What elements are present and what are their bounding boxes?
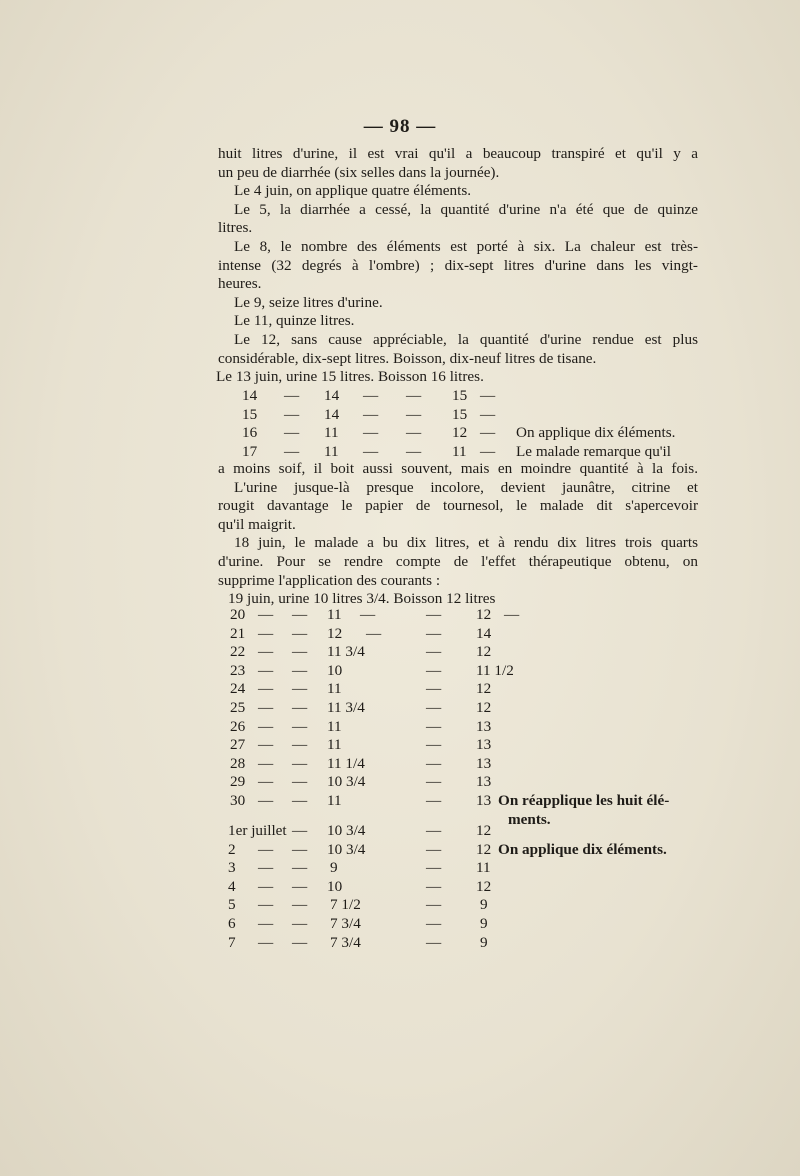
table-row: 7 — — 7 3/4 — 9: [228, 933, 488, 951]
text-line: qu'il maigrit.: [218, 515, 296, 533]
table-note: On réapplique les huit élé-: [498, 791, 670, 809]
table-row: 16 — 11 — — 12 — On applique dix éléments.: [242, 424, 676, 442]
table-row: 27 — — 11 — 13: [230, 736, 492, 754]
text-line: heures.: [218, 275, 262, 293]
text-line: 19 juin, urine 10 litres 3/4. Boisson 12 litres: [228, 590, 496, 608]
table-row: 1er juillet — 10 3/4 — 12: [228, 822, 492, 839]
table-row: 22 — — 11 3/4 — 12: [230, 643, 492, 661]
page-number: — 98 —: [363, 116, 437, 137]
text-line: huit litres d'urine, il est vrai qu'il a beaucoup transpiré et qu'il y a: [218, 145, 698, 162]
paragraph-block-2: [218, 460, 698, 609]
diuresis-table-3: [218, 822, 698, 952]
text-line: Le 9, seize litres d'urine.: [234, 293, 383, 311]
diuresis-table-2: [218, 606, 698, 829]
text-line: Le 12, sans cause appréciable, la quantité d'urine rendue est plus: [234, 330, 698, 348]
text-line: Le 5, la diarrhée a cessé, la quantité d'urine n'a été que de quinze: [234, 200, 698, 218]
text-line: Le 8, le nombre des éléments est porté à six. La chaleur est très-: [234, 237, 698, 255]
diuresis-table-1: [218, 387, 698, 461]
text-line: L'urine jusque-là presque incolore, devient jaunâtre, citrine et: [234, 478, 698, 496]
table-note: On applique dix éléments.: [498, 840, 667, 858]
table-row: 30 — — 11 — 13 On réapplique les huit élé-: [230, 791, 670, 809]
table-row: 28 — — 11 1/4 — 13: [230, 754, 492, 772]
table-row: 2 — — 10 3/4 — 12 On applique dix éléments.: [228, 840, 667, 858]
text-line: litres.: [218, 219, 253, 237]
table-row: 17 — 11 — — 11 — Le malade remarque qu'il: [242, 442, 671, 460]
table-row: 15 — 14 — — 15 —: [242, 405, 496, 423]
table-row: 20 — — 11 — — 12 —: [230, 606, 520, 623]
text-line: rougit davantage le papier de tournesol, le malade dit s'apercevoir: [218, 497, 698, 515]
text-line: considérable, dix-sept litres. Boisson, dix-neuf litres de tisane.: [218, 349, 597, 367]
text-line: un peu de diarrhée (six selles dans la journée).: [218, 163, 500, 181]
text-line: d'urine. Pour se rendre compte de l'effet thérapeutique obtenu, on: [218, 552, 698, 570]
table-row: 23 — — 10 — 11 1/2: [230, 661, 514, 679]
paragraph-block-1: [218, 145, 698, 387]
table-row: 14 — 14 — — 15 —: [242, 387, 496, 404]
table-row: 26 — — 11 — 13: [230, 717, 492, 735]
table-row: 4 — — 10 — 12: [228, 877, 492, 895]
text-line: supprime l'application des courants :: [218, 571, 441, 589]
table-row: 25 — — 11 3/4 — 12: [230, 698, 492, 716]
table-row: 3 — — 9 — 11: [228, 859, 491, 877]
text-line: Le 13 juin, urine 15 litres. Boisson 16 litres.: [216, 368, 484, 386]
text-line: intense (32 degrés à l'ombre) ; dix-sept litres d'urine dans les vingt-: [218, 256, 698, 274]
text-line: 18 juin, le malade a bu dix litres, et à rendu dix litres trois quarts: [234, 534, 698, 552]
table-note: ments.: [508, 810, 551, 828]
table-row: 21 — — 12 — — 14: [230, 624, 492, 642]
text-line: Le 4 juin, on applique quatre éléments.: [234, 182, 472, 200]
table-row: 29 — — 10 3/4 — 13: [230, 773, 492, 791]
table-row: 5 — — 7 1/2 — 9: [228, 896, 488, 914]
table-row: 24 — — 11 — 12: [230, 680, 492, 698]
table-row: 6 — — 7 3/4 — 9: [228, 914, 488, 932]
text-line: a moins soif, il boit aussi souvent, mais en moindre quantité à la fois.: [218, 460, 698, 477]
text-line: Le 11, quinze litres.: [234, 312, 355, 330]
